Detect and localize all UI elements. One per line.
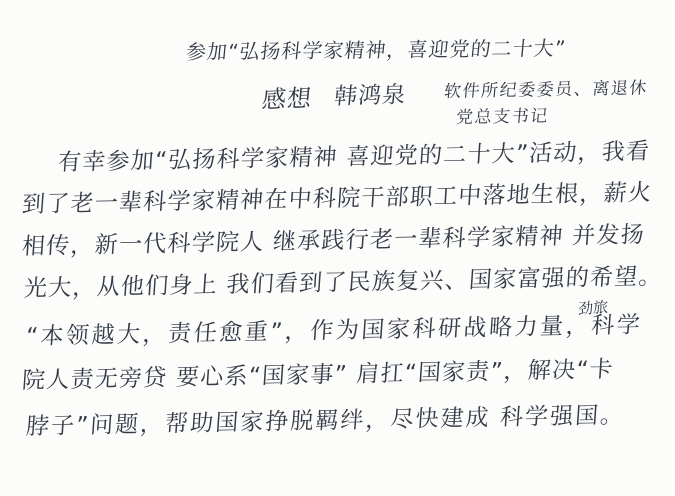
handwritten-line-4: 光大，从他们身上 我们看到了民族复兴、国家富强的希望。 [23,263,664,302]
note-title: 参加“弘扬科学家精神，喜迎党的二十大” [184,36,568,64]
inserted-annotation: 劲旅 [577,297,609,318]
handwritten-line-7: 脖子”问题，帮助国家挣脱羁绊，尽快建成 科学强国。 [25,402,627,440]
note-subtitle: 感想 [260,84,314,114]
author-role-line-2: 党总支书记 [455,106,550,128]
handwritten-line-3: 相传，新一代科学院人 继承践行老一辈科学家精神 并发扬 [21,222,646,260]
author-name: 韩鸿泉 [332,82,408,110]
handwritten-line-6: 院人责无旁贷 要心系“国家事” 肩扛“国家责”，解决“卡 [21,356,615,394]
author-role-line-1: 软件所纪委委员、离退休 [443,78,649,102]
handwritten-line-1: 有幸参加“弘扬科学家精神 喜迎党的二十大”活动，我看 [57,138,652,176]
handwritten-line-2: 到了老一辈科学家精神在中科院干部职工中落地生根，薪火 [21,179,654,218]
handwritten-line-5: “本领越大，责任愈重”，作为国家科研战略力量，科学 [25,312,644,350]
